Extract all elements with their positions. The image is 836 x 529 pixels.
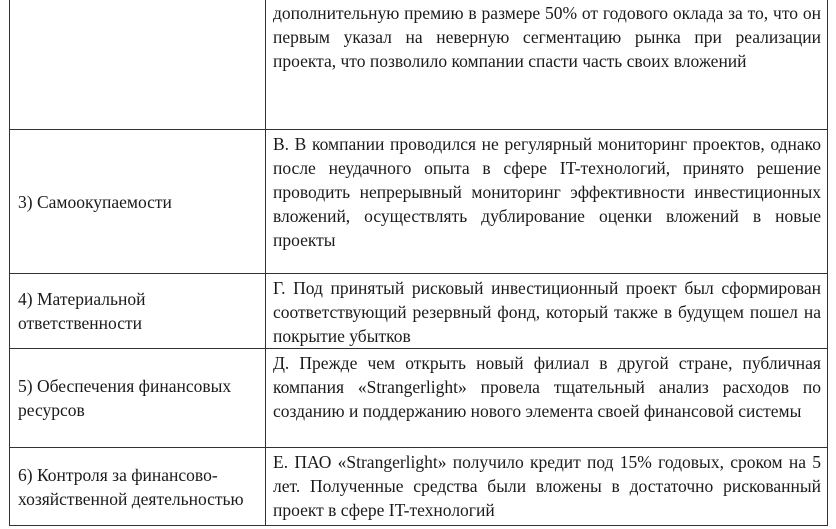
table-row (10, 274, 828, 349)
principle-cell: 3) Самоокупаемости (10, 130, 266, 274)
example-cell: Д. Прежде чем открыть новый филиал в другой стране, публичная компания «Strangerlight» провела тщательный анализ расходов по созданию и поддержанию нового элемента своей финансовой системы (266, 349, 828, 448)
example-cell: Г. Под принятый рисковый инвестиционный проект был сформирован соответствующий резервный фонд, который также в будущем пошел на покрытие убытков (266, 274, 828, 349)
principle-cell: 4) Материальной ответственности (10, 274, 266, 349)
principle-cell: 6) Контроля за финансово-хозяйственной деятельностью (10, 448, 266, 526)
example-cell: В. В компании проводился не регулярный мониторинг проектов, однако после неудачного опыта в сфере IT-технологий, принято решение проводить непрерывный мониторинг эффективности инвестиционных вложений, осуществлять дублирование оценки вложений в новые проекты (266, 130, 828, 274)
table-row (10, 448, 828, 526)
example-cell: Е. ПАО «Strangerlight» получило кредит под 15% годовых, сроком на 5 лет. Полученные средства были вложены в достаточно рискованный проект в сфере IT-технологий (266, 448, 828, 526)
principle-cell: 5) Обеспечения финансовых ресурсов (10, 349, 266, 448)
table-row (10, 349, 828, 448)
table-row (10, 130, 828, 274)
table-row (10, 0, 828, 130)
principle-cell (10, 0, 266, 130)
matching-table (9, 0, 828, 526)
example-cell: дополнительную премию в размере 50% от годового оклада за то, что он первым указал на неверную сегментацию рынка при реализации проекта, что позволило компании спасти часть своих вложений (266, 0, 828, 130)
